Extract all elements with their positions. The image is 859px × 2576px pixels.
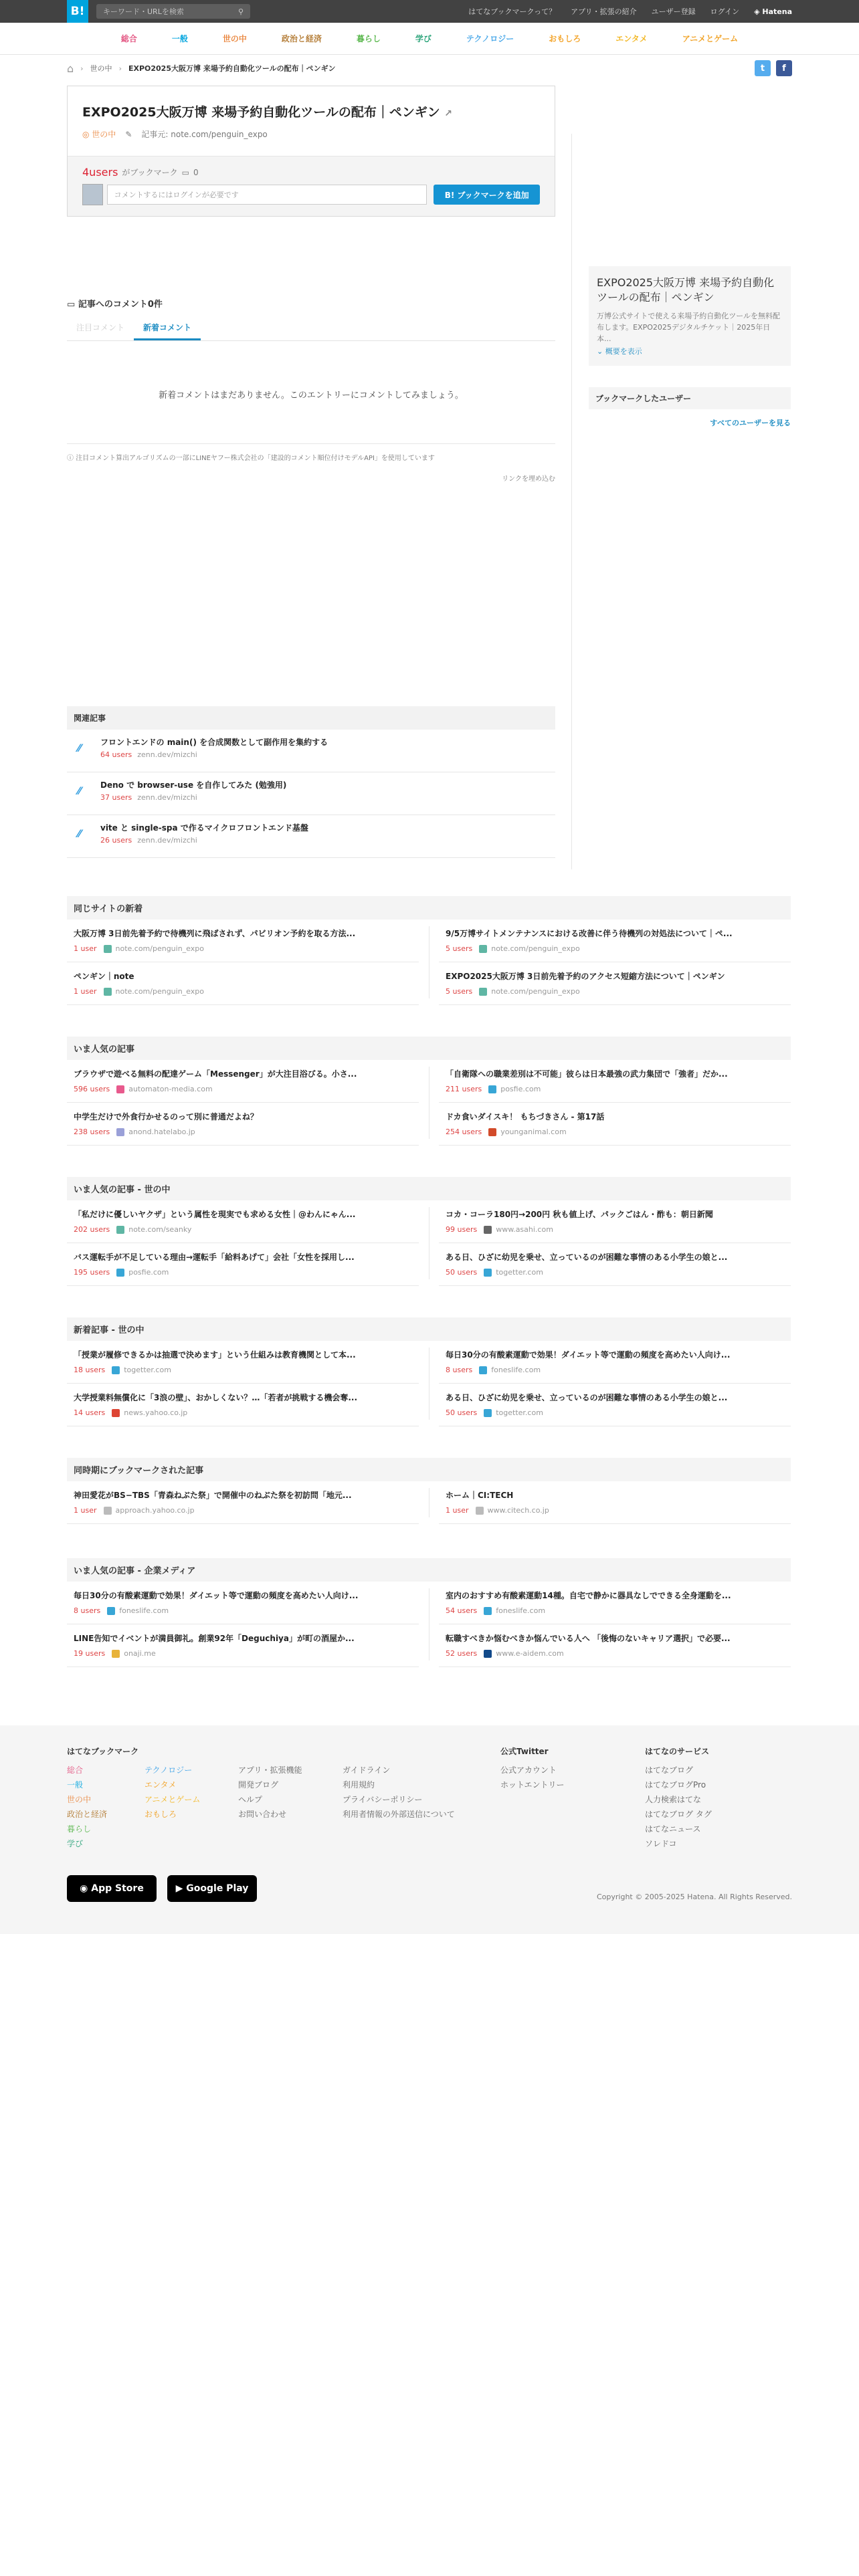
tab-popular-comments[interactable]: 注目コメント [76, 323, 125, 332]
footer-link[interactable]: ホットエントリー [500, 1780, 565, 1790]
article-site[interactable]: onaji.me [124, 1649, 156, 1658]
article-meta [446, 944, 784, 953]
article-site[interactable]: foneslife.com [119, 1606, 169, 1615]
category-tab[interactable]: 暮らし [356, 33, 381, 43]
footer-link[interactable]: テクノロジー [145, 1765, 193, 1775]
bookmark-feather-icon: ⁄⁄ [78, 784, 82, 797]
comments-title [67, 297, 555, 310]
article-site[interactable]: posfie.com [128, 1268, 169, 1277]
article-title[interactable]: 大学授業料無償化に「3浪の壁」、おかしくない？…「若者が挑戦する機会奪... [74, 1393, 358, 1402]
article-users[interactable]: 238 users [74, 1128, 110, 1136]
article-meta [74, 1225, 412, 1234]
share-buttons [755, 60, 792, 76]
article-item[interactable] [67, 1624, 419, 1667]
chevron-right-icon: › [80, 64, 84, 73]
category-tab[interactable]: アニメとゲーム [682, 33, 739, 43]
article-meta [446, 1408, 784, 1417]
site-favicon-icon [479, 988, 487, 996]
footer-link[interactable]: 開発ブログ [238, 1780, 279, 1790]
related-item-users[interactable]: 37 users [100, 793, 132, 802]
footer-link[interactable]: 利用者情報の外部送信について [343, 1810, 455, 1819]
footer-link[interactable]: 利用規約 [343, 1780, 375, 1790]
article-meta [446, 1128, 784, 1136]
entry-category[interactable]: ◎ 世の中 [82, 130, 116, 139]
avatar [82, 184, 103, 205]
article-users[interactable]: 211 users [446, 1085, 482, 1093]
related-item-meta [100, 793, 555, 802]
article-title[interactable]: 「授業が履修できるかは抽選で決めます」という仕組みは教育機関として本... [74, 1350, 356, 1360]
comments-section [67, 297, 555, 483]
apple-icon: ◉ [80, 1883, 88, 1894]
article-item[interactable] [67, 962, 419, 1005]
block-title: いま人気の記事 - 世の中 [67, 1177, 791, 1200]
related-title: 関連記事 [67, 706, 555, 730]
article-item[interactable] [67, 920, 419, 962]
about-link[interactable]: はてなブックマークって？ [468, 7, 557, 16]
article-item[interactable] [439, 1341, 791, 1384]
related-item-title[interactable]: vite と single-spa で作るマイクロフロントエンド基盤 [100, 823, 308, 833]
site-favicon-icon [488, 1085, 496, 1093]
login-link[interactable]: ログイン [710, 7, 740, 16]
search-placeholder: キーワード・URLを検索 [103, 7, 184, 16]
footer-link[interactable]: お問い合わせ [238, 1810, 287, 1819]
chevron-right-icon: › [118, 64, 122, 73]
footer-link[interactable]: 政治と経済 [67, 1810, 108, 1819]
article-site[interactable]: note.com/penguin_expo [491, 987, 580, 996]
footer-twitter-title: 公式Twitter [500, 1747, 549, 1756]
article-meta [446, 1506, 784, 1515]
related-item-meta [100, 750, 555, 759]
footer-link[interactable]: プライバシーポリシー [343, 1795, 423, 1804]
article-site[interactable]: foneslife.com [491, 1366, 541, 1374]
article-meta [446, 1085, 784, 1093]
tab-new-comments[interactable]: 新着コメント [134, 316, 201, 340]
entry-category-label: 世の中 [92, 130, 116, 139]
bookmark-area [68, 156, 555, 216]
article-item[interactable] [67, 1060, 419, 1103]
comment-algorithm-note-text: 注目コメント算出アルゴリズムの一部にLINEヤフー株式会社の「建設的コメント順位付けモデルAPI」を使用しています [76, 455, 435, 462]
site-favicon-icon [104, 945, 112, 953]
related-item-meta [100, 836, 555, 845]
article-grid [67, 1582, 791, 1667]
site-favicon-icon [484, 1650, 492, 1658]
article-users[interactable]: 596 users [74, 1085, 110, 1093]
article-block [67, 1037, 791, 1146]
article-title[interactable]: ホーム｜CI:TECH [446, 1491, 514, 1500]
entry-meta [68, 120, 555, 148]
block-title: 同時期にブックマークされた記事 [67, 1458, 791, 1481]
footer-link[interactable]: ガイドライン [343, 1765, 391, 1775]
article-site[interactable]: anond.hatelabo.jp [128, 1128, 195, 1136]
comment-count: 0 [193, 167, 199, 177]
block-title: いま人気の記事 - 企業メディア [67, 1558, 791, 1582]
article-item[interactable] [439, 1243, 791, 1286]
site-favicon-icon [112, 1650, 120, 1658]
footer-link[interactable]: 世の中 [67, 1795, 92, 1804]
article-users[interactable]: 8 users [74, 1606, 101, 1615]
article-item[interactable] [67, 1243, 419, 1286]
article-meta [74, 944, 412, 953]
article-title[interactable]: 中学生だけで外食行かせるのって別に普通だよね？ [74, 1112, 258, 1121]
site-favicon-icon [484, 1269, 492, 1277]
source-label: 記事元: [141, 130, 169, 139]
article-users[interactable]: 5 users [446, 987, 473, 996]
article-grid [67, 1481, 791, 1524]
article-meta [446, 1268, 784, 1277]
summary-description: 万博公式サイトで使える来場予約自動化ツールを無料配布します。EXPO2025デジタルチケット｜2025年日本... [597, 312, 781, 343]
article-meta [446, 1649, 784, 1658]
article-title[interactable]: 毎日30分の有酸素運動で効果！ダイエット等で運動の頻度を高めたい人向け... [74, 1591, 359, 1600]
article-meta [74, 1085, 412, 1093]
article-site[interactable]: togetter.com [124, 1366, 171, 1374]
source-domain: note.com/penguin_expo [171, 130, 268, 139]
article-meta [446, 987, 784, 996]
article-site[interactable]: note.com/penguin_expo [491, 944, 580, 953]
all-users-link[interactable]: すべてのユーザーを見る [710, 419, 791, 427]
article-users[interactable]: 1 user [74, 987, 97, 996]
article-title[interactable]: 転職すべきか悩むべきか悩んでいる人へ 「後悔のないキャリア選択」で必要... [446, 1634, 731, 1643]
google-play-badge[interactable] [167, 1875, 257, 1902]
article-users[interactable]: 1 user [446, 1506, 469, 1515]
bookmark-label: がブックマーク [122, 168, 178, 177]
related-item[interactable] [67, 730, 555, 772]
category-tab[interactable]: 学び [415, 33, 432, 43]
article-site[interactable]: news.yahoo.co.jp [124, 1408, 188, 1417]
article-users[interactable]: 5 users [446, 944, 473, 953]
breadcrumb-title: EXPO2025大阪万博 来場予約自動化ツールの配布｜ペンギン [128, 64, 336, 73]
search-icon[interactable]: ⚲ [237, 7, 244, 16]
hatena-bookmark-logo[interactable]: B! [67, 0, 88, 23]
article-meta [74, 1268, 412, 1277]
article-meta [446, 1225, 784, 1234]
article-item[interactable] [439, 1582, 791, 1624]
article-users[interactable]: 50 users [446, 1268, 478, 1277]
footer-link[interactable]: 一般 [67, 1780, 84, 1790]
article-block [67, 1177, 791, 1286]
related-item-title[interactable]: フロントエンドの main() を合成関数として副作用を集約する [100, 738, 328, 747]
article-users[interactable]: 254 users [446, 1128, 482, 1136]
article-site[interactable]: www.asahi.com [496, 1225, 553, 1234]
article-meta [74, 1506, 412, 1515]
article-meta [74, 1408, 412, 1417]
article-site[interactable]: note.com/penguin_expo [115, 987, 204, 996]
article-site[interactable]: www.e-aidem.com [496, 1649, 564, 1658]
footer-link[interactable]: はてなブログPro [645, 1780, 706, 1790]
article-site[interactable]: togetter.com [496, 1408, 543, 1417]
article-meta [74, 1366, 412, 1374]
article-grid [67, 1341, 791, 1426]
article-site[interactable]: togetter.com [496, 1268, 543, 1277]
edit-icon[interactable]: ✎ [125, 129, 132, 139]
article-grid [67, 920, 791, 1005]
footer-link[interactable]: はてなブログ [645, 1765, 694, 1775]
app-store-label: App Store [91, 1883, 144, 1894]
home-icon[interactable]: ⌂ [67, 62, 74, 75]
bookmark-feather-icon: ⁄⁄ [78, 742, 82, 754]
show-summary-link[interactable]: ⌄ 概要を表示 [597, 347, 642, 356]
footer-link[interactable]: おもしろ [145, 1810, 177, 1819]
article-meta [74, 1606, 412, 1615]
bookmarkers-title: ブックマークしたユーザー [589, 387, 791, 409]
bookmark-users-count[interactable]: 4users [82, 166, 118, 179]
embed-link[interactable]: リンクを埋め込む [502, 475, 555, 483]
twitter-icon[interactable]: t [755, 60, 771, 76]
article-item[interactable] [67, 1384, 419, 1426]
site-favicon-icon [484, 1607, 492, 1615]
category-tab[interactable]: テクノロジー [466, 33, 514, 43]
search-input[interactable] [96, 4, 250, 19]
site-favicon-icon [116, 1128, 124, 1136]
column-divider [571, 134, 572, 869]
external-link-icon[interactable]: ↗ [444, 108, 452, 119]
footer-link[interactable]: 暮らし [67, 1824, 92, 1834]
article-title[interactable]: 「私だけに優しいヤクザ」という属性を現実でも求める女性｜@わんにゃん... [74, 1210, 356, 1219]
article-users[interactable]: 1 user [74, 1506, 97, 1515]
article-item[interactable] [67, 1341, 419, 1384]
footer-bookmark-title: はてなブックマーク [67, 1747, 139, 1756]
article-meta [446, 1366, 784, 1374]
category-tab[interactable]: 政治と経済 [281, 33, 322, 43]
entry-summary [589, 266, 791, 428]
article-site[interactable]: automaton-media.com [128, 1085, 213, 1093]
article-users[interactable]: 99 users [446, 1225, 478, 1234]
category-tab[interactable]: 一般 [171, 33, 188, 43]
app-store-badge[interactable] [67, 1875, 157, 1902]
comment-algorithm-note: ⓘ 注目コメント算出アルゴリズムの一部にLINEヤフー株式会社の「建設的コメント順位付けモデルAPI」を使用しています [67, 443, 555, 462]
article-users[interactable]: 18 users [74, 1366, 106, 1374]
site-favicon-icon [476, 1507, 484, 1515]
related-item-site[interactable]: zenn.dev/mizchi [137, 750, 197, 759]
summary-title: EXPO2025大阪万博 来場予約自動化ツールの配布｜ペンギン [597, 276, 775, 304]
site-favicon-icon [484, 1226, 492, 1234]
article-users[interactable]: 14 users [74, 1408, 106, 1417]
site-favicon-icon [479, 945, 487, 953]
add-bookmark-button[interactable]: B! ブックマークを追加 [434, 185, 540, 205]
play-icon: ▶ [175, 1883, 183, 1894]
facebook-icon[interactable]: f [776, 60, 792, 76]
related-item-users[interactable]: 26 users [100, 836, 132, 845]
category-tab[interactable]: 世の中 [222, 33, 247, 43]
article-site[interactable]: foneslife.com [496, 1606, 546, 1615]
article-block [67, 1317, 791, 1426]
related-item[interactable] [67, 772, 555, 815]
article-title[interactable]: 大阪万博 3日前先着予約で待機列に飛ばされず、パビリオン予約を取る方法... [74, 929, 356, 938]
related-item[interactable] [67, 815, 555, 858]
article-title[interactable]: ある日、ひざに幼児を乗せ、立っているのが困難な事情のある小学生の娘と... [446, 1393, 728, 1402]
copyright: Copyright © 2005-2025 Hatena. All Rights Reserved. [596, 1893, 792, 1901]
article-item[interactable] [439, 962, 791, 1005]
site-favicon-icon [112, 1409, 120, 1417]
site-favicon-icon [104, 988, 112, 996]
article-block [67, 1458, 791, 1524]
article-site[interactable]: www.citech.co.jp [487, 1506, 549, 1515]
article-site[interactable]: note.com/seanky [128, 1225, 192, 1234]
site-favicon-icon [116, 1269, 124, 1277]
site-favicon-icon [104, 1507, 112, 1515]
article-title[interactable]: ブラウザで遊べる無料の配達ゲーム「Messenger」が大注目浴びる。小さ... [74, 1069, 357, 1079]
hatena-link[interactable]: ◈ Hatena [754, 7, 792, 16]
article-title[interactable]: コカ・コーラ180円→200円 秋も値上げ、パックごはん・酢も：朝日新聞 [446, 1210, 713, 1219]
footer-link[interactable]: 公式アカウント [500, 1765, 557, 1775]
comment-icon: ▭ [67, 300, 76, 310]
article-item[interactable] [439, 920, 791, 962]
footer-link[interactable]: はてなブログ タグ [645, 1810, 712, 1819]
footer-link[interactable]: エンタメ [145, 1780, 177, 1790]
footer-link[interactable]: ソレドコ [645, 1839, 677, 1848]
footer-link[interactable]: 総合 [67, 1765, 84, 1775]
article-item[interactable] [439, 1481, 791, 1524]
article-grid [67, 1200, 791, 1286]
entry-card [67, 86, 555, 217]
breadcrumb [67, 60, 792, 76]
footer-link[interactable]: ヘルプ [238, 1795, 263, 1804]
site-favicon-icon [116, 1226, 124, 1234]
google-play-label: Google Play [186, 1883, 249, 1894]
entry-title[interactable] [68, 86, 555, 120]
apps-link[interactable]: アプリ・拡張の紹介 [571, 7, 637, 16]
article-title[interactable]: 9/5万博サイトメンテナンスにおける改善に伴う待機列の対処法について｜ペ... [446, 929, 733, 938]
article-users[interactable]: 195 users [74, 1268, 110, 1277]
entry-title-text: EXPO2025大阪万博 来場予約自動化ツールの配布｜ペンギン [82, 105, 440, 120]
article-title[interactable]: ドカ食いダイスキ！ もちづきさん - 第17話 [446, 1112, 605, 1121]
article-site[interactable]: younganimal.com [500, 1128, 567, 1136]
article-item[interactable] [67, 1582, 419, 1624]
related-item-users[interactable]: 64 users [100, 750, 132, 759]
article-users[interactable]: 1 user [74, 944, 97, 953]
block-title: 同じサイトの新着 [67, 896, 791, 920]
article-title[interactable]: バス運転手が不足している理由→運転手「給料あげて」会社「女性を採用し... [74, 1253, 355, 1262]
article-title[interactable]: ペンギン｜note [74, 972, 134, 981]
article-meta [74, 1128, 412, 1136]
article-item[interactable] [439, 1060, 791, 1103]
footer-link[interactable]: アプリ・拡張機能 [238, 1765, 302, 1775]
site-favicon-icon [107, 1607, 115, 1615]
related-item-site[interactable]: zenn.dev/mizchi [137, 836, 197, 845]
category-tab[interactable]: 総合 [120, 33, 137, 43]
show-summary-label: 概要を表示 [605, 347, 642, 356]
related-item-title[interactable]: Deno で browser-use を自作してみた (勉強用) [100, 780, 287, 790]
article-users[interactable]: 202 users [74, 1225, 110, 1234]
site-favicon-icon [479, 1366, 487, 1374]
footer-link[interactable]: はてなニュース [645, 1824, 701, 1834]
article-title[interactable]: 室内のおすすめ有酸素運動14種。自宅で静かに器具なしでできる全身運動を... [446, 1591, 731, 1600]
site-favicon-icon [116, 1085, 124, 1093]
article-meta [446, 1606, 784, 1615]
site-favicon-icon [112, 1366, 120, 1374]
block-title: いま人気の記事 [67, 1037, 791, 1060]
site-favicon-icon [488, 1128, 496, 1136]
footer-services-title: はてなのサービス [645, 1747, 710, 1756]
article-item[interactable] [439, 1103, 791, 1146]
bookmark-feather-icon: ⁄⁄ [78, 827, 82, 840]
article-item[interactable] [439, 1624, 791, 1667]
comment-input[interactable]: コメントするにはログインが必要です [107, 185, 427, 205]
article-item[interactable] [67, 1200, 419, 1243]
article-users[interactable]: 19 users [74, 1649, 106, 1658]
article-meta [74, 1649, 412, 1658]
category-tab[interactable]: おもしろ [549, 33, 581, 43]
breadcrumb-category[interactable]: 世の中 [90, 64, 112, 73]
comments-title-text: 記事へのコメント0件 [78, 300, 163, 310]
article-item[interactable] [439, 1384, 791, 1426]
hatena-label: Hatena [762, 7, 792, 16]
article-title[interactable]: 毎日30分の有酸素運動で効果！ダイエット等で運動の頻度を高めたい人向け... [446, 1350, 731, 1360]
article-title[interactable]: LINE告知でイベントが満員御礼。創業92年「Deguchiya」が町の酒屋か... [74, 1634, 355, 1643]
block-title: 新着記事 - 世の中 [67, 1317, 791, 1341]
article-site[interactable]: posfie.com [500, 1085, 541, 1093]
footer [0, 1725, 859, 1934]
comment-tabs [67, 316, 555, 341]
article-title[interactable]: 神田愛花がBS−TBS「青森ねぶた祭」で開催中のねぶた祭を初訪問「地元... [74, 1491, 352, 1500]
footer-link[interactable]: アニメとゲーム [145, 1795, 201, 1804]
article-users[interactable]: 52 users [446, 1649, 478, 1658]
article-title[interactable]: EXPO2025大阪万博 3日前先着予約のアクセス短縮方法について｜ペンギン [446, 972, 725, 981]
article-meta [74, 987, 412, 996]
site-favicon-icon [484, 1409, 492, 1417]
category-nav [0, 23, 859, 55]
article-site[interactable]: note.com/penguin_expo [115, 944, 204, 953]
comment-icon: ▭ [181, 167, 189, 177]
top-links [468, 0, 792, 23]
article-item[interactable] [67, 1481, 419, 1524]
article-item[interactable] [439, 1200, 791, 1243]
article-title[interactable]: ある日、ひざに幼児を乗せ、立っているのが困難な事情のある小学生の娘と... [446, 1253, 728, 1262]
article-users[interactable]: 50 users [446, 1408, 478, 1417]
empty-comments-message: 新着コメントはまだありません。このエントリーにコメントしてみましょう。 [159, 391, 464, 401]
signup-link[interactable]: ユーザー登録 [651, 7, 696, 16]
footer-link[interactable]: 人力検索はてな [645, 1795, 702, 1804]
article-site[interactable]: approach.yahoo.co.jp [115, 1506, 195, 1515]
article-users[interactable]: 54 users [446, 1606, 478, 1615]
footer-link[interactable]: 学び [67, 1839, 84, 1848]
article-title[interactable]: 「自衛隊への職業差別は不可能」彼らは日本最強の武力集団で「強者」だか... [446, 1069, 728, 1079]
category-tab[interactable]: エンタメ [615, 33, 648, 43]
related-articles [67, 706, 555, 858]
related-item-site[interactable]: zenn.dev/mizchi [137, 793, 197, 802]
article-grid [67, 1060, 791, 1146]
article-item[interactable] [67, 1103, 419, 1146]
top-bar [0, 0, 859, 23]
entry-source[interactable] [141, 128, 267, 140]
article-users[interactable]: 8 users [446, 1366, 473, 1374]
article-block [67, 1558, 791, 1667]
article-block [67, 896, 791, 1005]
